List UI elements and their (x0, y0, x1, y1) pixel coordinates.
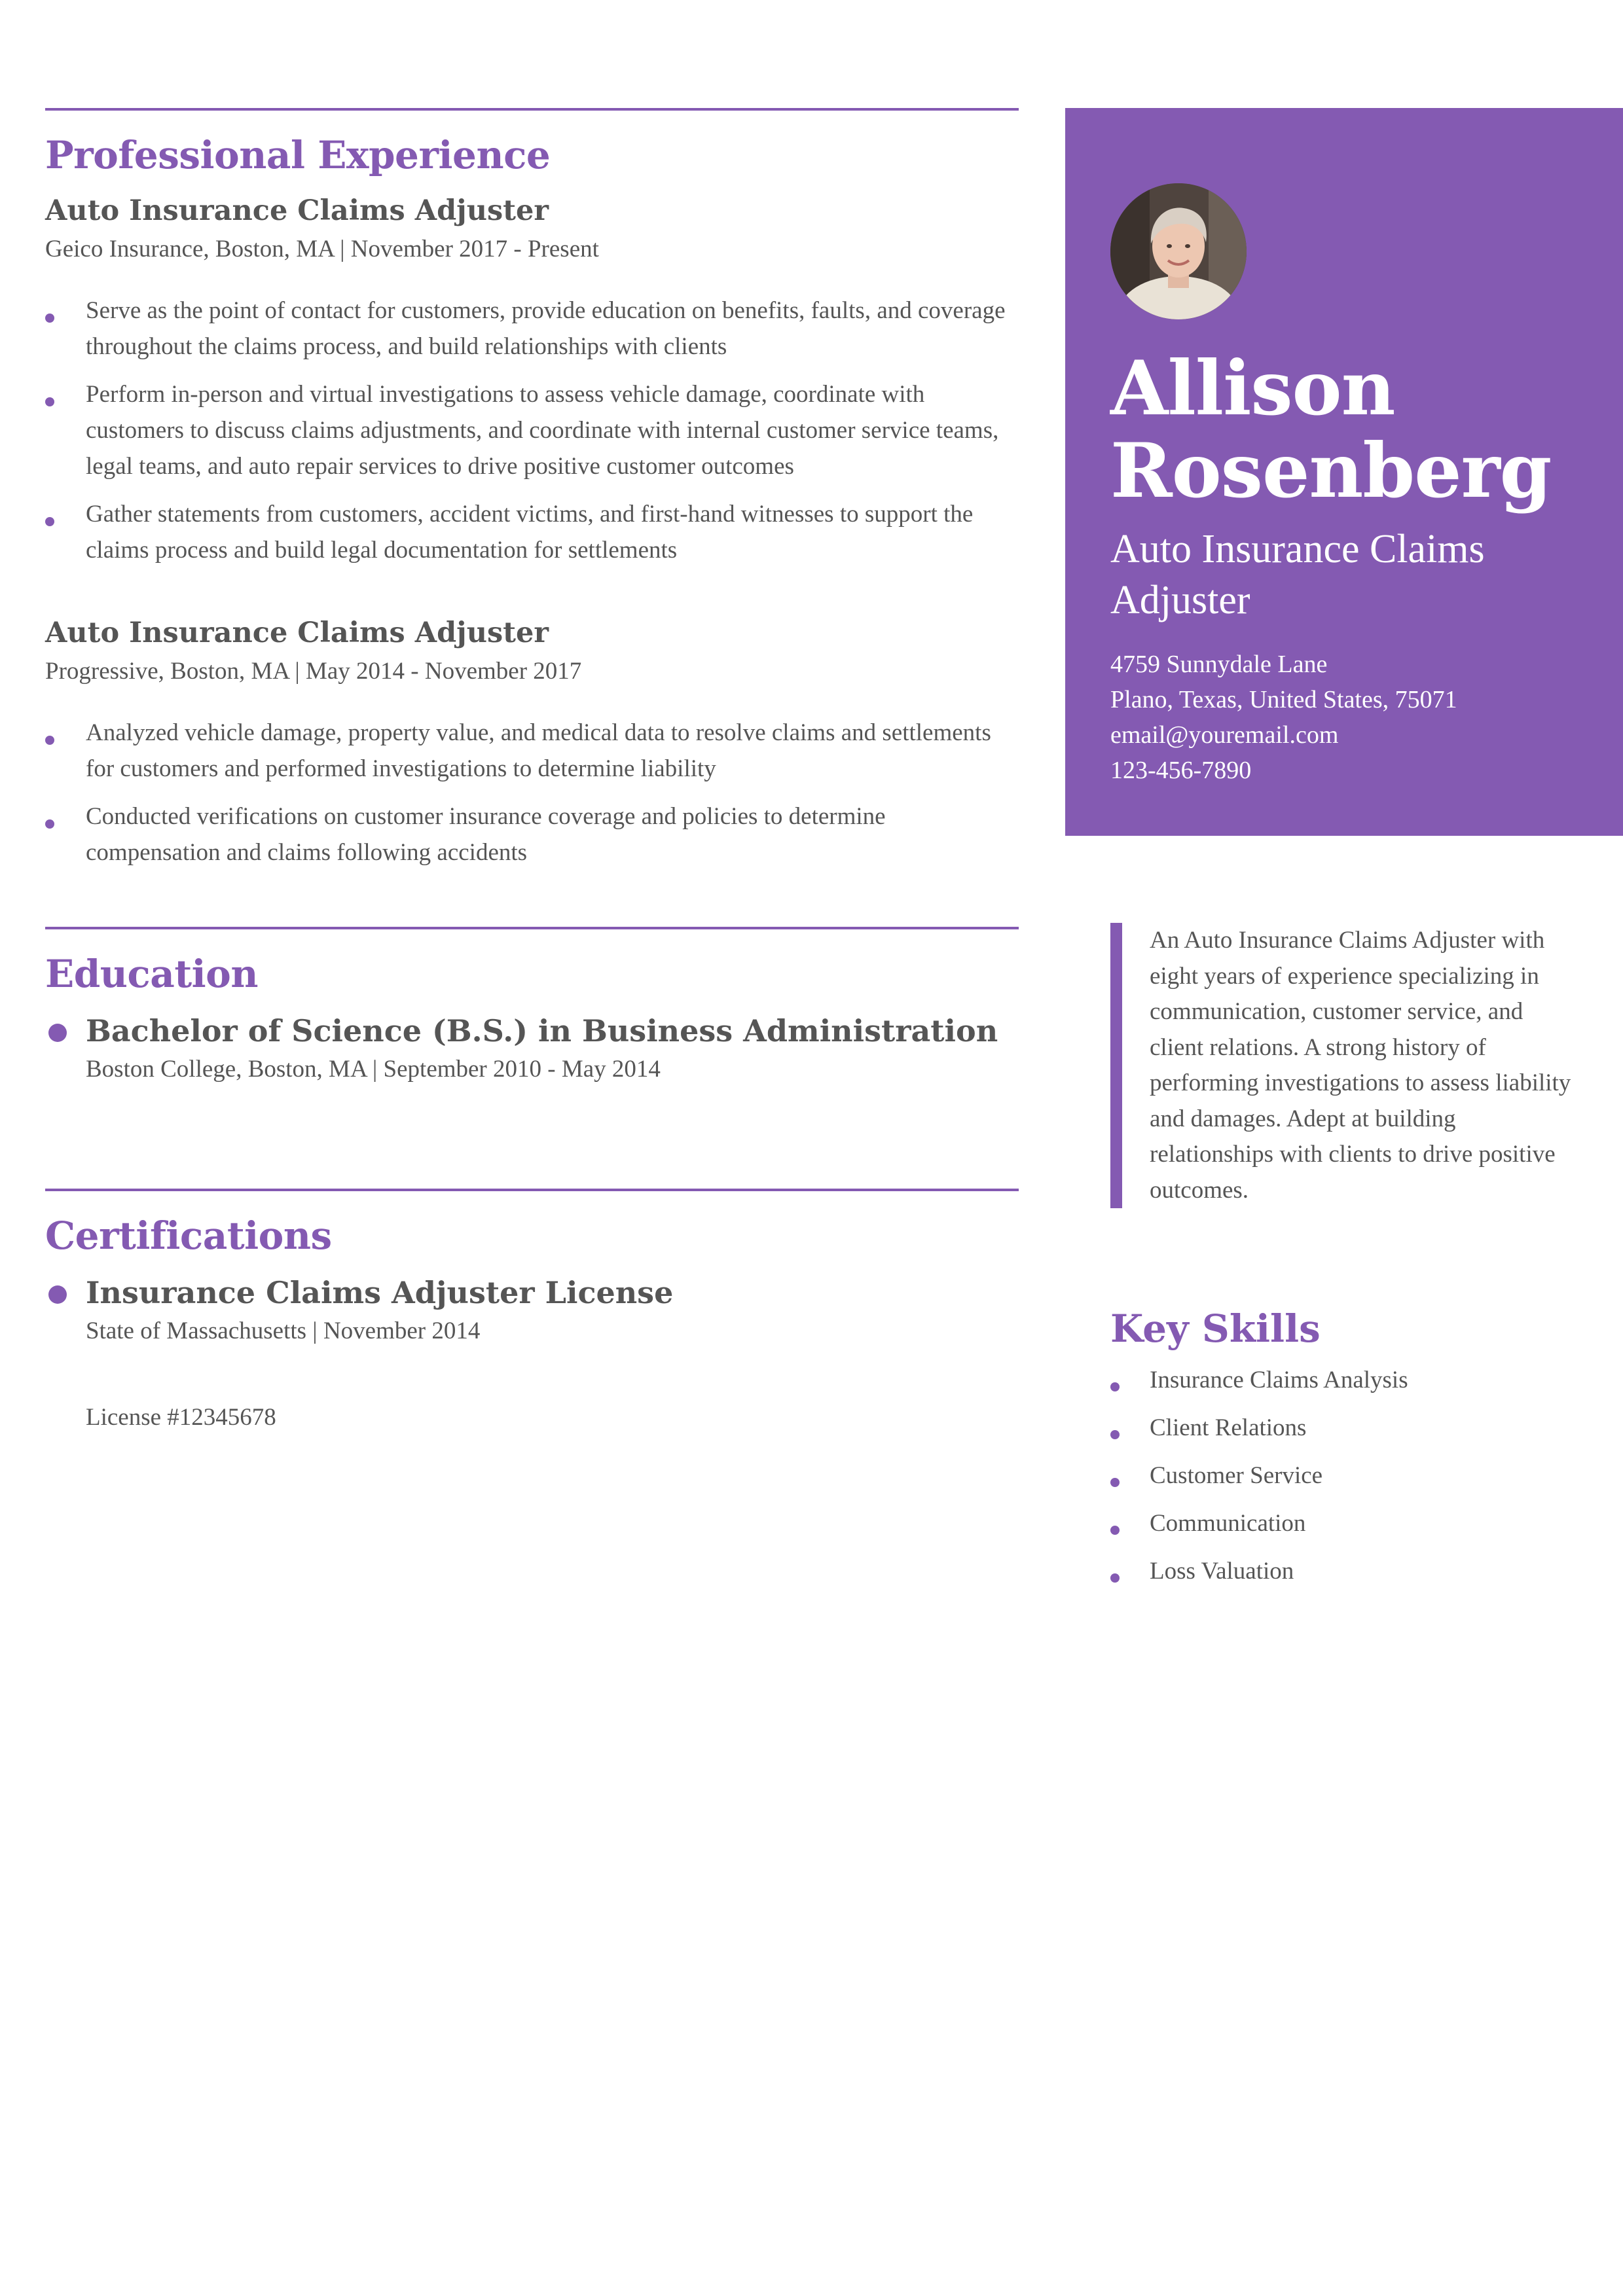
bullet-text: Conducted verifications on customer insurance coverage and policies to determine compensation and claims following accidents (86, 803, 886, 866)
job-entry (45, 192, 1019, 568)
job-title: Auto Insurance Claims Adjuster (45, 617, 549, 649)
list-item (1110, 1363, 1582, 1398)
job-bullets (45, 293, 1019, 568)
bullet-icon (48, 1024, 67, 1042)
certification-meta: State of Massachusetts | November 2014 (86, 1318, 481, 1344)
list-item (45, 715, 1019, 787)
job-title: Auto Insurance Claims Adjuster (45, 194, 549, 227)
education-entry (45, 1011, 1019, 1086)
profile-summary: An Auto Insurance Claims Adjuster with eight years of experience specializing in communication, customer service, and client relations. A strong history of performing investigations to assess liability and damages. Adept at building relationships with clients to drive positive outcomes. (1110, 923, 1582, 1208)
section-divider (45, 1189, 1019, 1191)
list-item (45, 496, 1019, 568)
experience-heading: Professional Experience (45, 133, 551, 177)
certification-entry (45, 1272, 1019, 1435)
phone-number: 123-456-7890 (1110, 757, 1252, 784)
degree-title: Bachelor of Science (B.S.) in Business Administration (86, 1013, 998, 1049)
name (1110, 344, 1623, 514)
skill-text: Insurance Claims Analysis (1150, 1367, 1408, 1393)
education-meta: Boston College, Boston, MA | September 2010 - May 2014 (86, 1056, 661, 1083)
bullet-icon (48, 1285, 67, 1304)
job-meta: Progressive, Boston, MA | May 2014 - November 2017 (45, 658, 582, 685)
certification-title: Insurance Claims Adjuster License (86, 1275, 674, 1310)
education-heading: Education (45, 952, 259, 996)
license-number: License #12345678 (86, 1404, 276, 1431)
list-item (45, 293, 1019, 365)
skill-text: Client Relations (1150, 1414, 1307, 1441)
experience-section (45, 108, 1019, 870)
bullet-icon (45, 314, 54, 323)
avatar-photo (1110, 183, 1247, 319)
profile-header (1065, 108, 1623, 836)
address-line-1: 4759 Sunnydale Lane (1110, 651, 1328, 678)
skills-heading: Key Skills (1110, 1306, 1321, 1351)
skills-section (1110, 1302, 1582, 1602)
main-column (45, 108, 1019, 1435)
skill-text: Customer Service (1150, 1462, 1323, 1489)
list-item (1110, 1554, 1582, 1589)
bullet-icon (1110, 1478, 1120, 1487)
job-entry (45, 614, 1019, 870)
contact-info (1110, 647, 1623, 788)
skill-text: Communication (1150, 1510, 1306, 1537)
list-item (1110, 1458, 1582, 1494)
first-name: Allison (1110, 344, 1395, 432)
avatar (1110, 183, 1247, 319)
bullet-icon (1110, 1526, 1120, 1535)
bullet-icon (45, 819, 54, 829)
certifications-heading: Certifications (45, 1213, 332, 1258)
bullet-icon (1110, 1382, 1120, 1391)
job-bullets (45, 715, 1019, 870)
job-meta: Geico Insurance, Boston, MA | November 2017 - Present (45, 236, 599, 262)
list-item (1110, 1506, 1582, 1541)
last-name: Rosenberg (1110, 427, 1552, 514)
email-link[interactable]: email@youremail.com (1110, 721, 1339, 749)
bullet-icon (45, 736, 54, 745)
bullet-text: Serve as the point of contact for customers, provide education on benefits, faults, and coverage throughout the claims process, and build relationships with clients (86, 297, 1006, 360)
bullet-text: Analyzed vehicle damage, property value, and medical data to resolve claims and settlements for customers and performed investigations to determine liability (86, 719, 991, 782)
list-item (45, 376, 1019, 484)
skills-list (1110, 1363, 1582, 1589)
bullet-text: Gather statements from customers, accident victims, and first-hand witnesses to support the claims process and build legal documentation for settlements (86, 501, 974, 564)
list-item (1110, 1410, 1582, 1446)
bullet-icon (1110, 1430, 1120, 1439)
bullet-icon (45, 517, 54, 526)
job-role: Auto Insurance Claims Adjuster (1110, 527, 1485, 622)
list-item (45, 798, 1019, 870)
bullet-icon (1110, 1573, 1120, 1583)
address-line-2: Plano, Texas, United States, 75071 (1110, 686, 1457, 713)
bullet-icon (45, 397, 54, 406)
skill-text: Loss Valuation (1150, 1558, 1294, 1585)
bullet-text: Perform in-person and virtual investigations to assess vehicle damage, coordinate with customers to discuss claims adjustments, and coordinate with internal customer service teams, legal teams, and auto repair services to drive positive customer outcomes (86, 381, 999, 480)
education-section (45, 927, 1019, 1086)
section-divider (45, 927, 1019, 929)
certifications-section (45, 1189, 1019, 1435)
section-divider (45, 108, 1019, 111)
